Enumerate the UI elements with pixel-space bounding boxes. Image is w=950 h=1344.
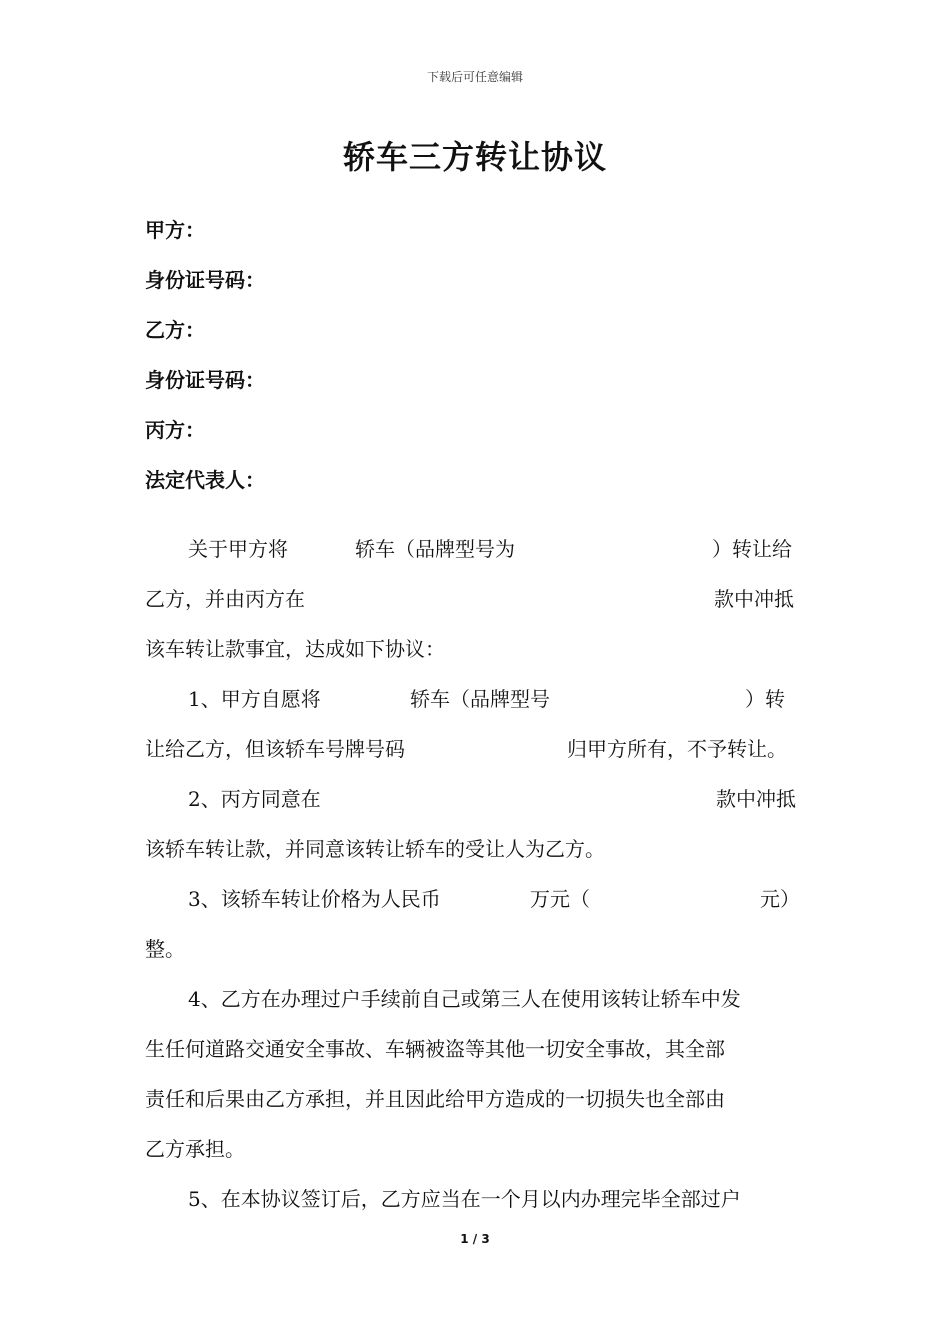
clause-1-text: 让给乙方，但该轿车号牌号码 <box>145 737 405 761</box>
clause-4-text: 乙方承担。 <box>145 1137 245 1161</box>
party-c-label: 丙方： <box>145 418 205 442</box>
clause-1-text: 归甲方所有，不予转让。 <box>567 737 787 761</box>
clause-1-text: 1、甲方自愿将 <box>188 687 321 711</box>
clause-2-text: 该轿车转让款，并同意该转让轿车的受让人为乙方。 <box>145 837 605 861</box>
clause-1-text: ）转 <box>745 687 785 711</box>
intro-text: 该车转让款事宜，达成如下协议： <box>145 637 445 661</box>
party-b-label: 乙方： <box>145 318 205 342</box>
intro-text: ）转让给 <box>712 537 792 561</box>
intro-text: 款中冲抵 <box>714 587 794 611</box>
clause-2-text: 2、丙方同意在 <box>188 787 321 811</box>
party-a-id-label: 身份证号码： <box>145 268 265 292</box>
clause-4-text: 责任和后果由乙方承担，并且因此给甲方造成的一切损失也全部由 <box>145 1087 725 1111</box>
intro-text: 乙方，并由丙方在 <box>145 587 305 611</box>
intro-text: 轿车（品牌型号为 <box>355 537 515 561</box>
intro-text: 关于甲方将 <box>188 537 288 561</box>
clause-4-text: 生任何道路交通安全事故、车辆被盗等其他一切安全事故，其全部 <box>145 1037 725 1061</box>
clause-1-text: 轿车（品牌型号 <box>410 687 550 711</box>
document-title: 轿车三方转让协议 <box>342 138 607 176</box>
clause-2-text: 款中冲抵 <box>716 787 796 811</box>
clause-3-text: 整。 <box>145 937 185 961</box>
clause-5-text: 5、在本协议签订后，乙方应当在一个月以内办理完毕全部过户 <box>188 1187 741 1211</box>
clause-3-text: 万元（ <box>530 887 590 911</box>
party-a-label: 甲方： <box>145 218 205 242</box>
header-note: 下载后可任意编辑 <box>426 70 523 84</box>
clause-3-text: 3、该轿车转让价格为人民币 <box>188 887 441 911</box>
clause-4-text: 4、乙方在办理过户手续前自己或第三人在使用该转让轿车中发 <box>188 987 741 1011</box>
legal-representative-label: 法定代表人： <box>145 468 265 492</box>
party-b-id-label: 身份证号码： <box>145 368 265 392</box>
page-number: 1 / 3 <box>460 1232 490 1246</box>
clause-3-text: 元） <box>760 887 800 911</box>
